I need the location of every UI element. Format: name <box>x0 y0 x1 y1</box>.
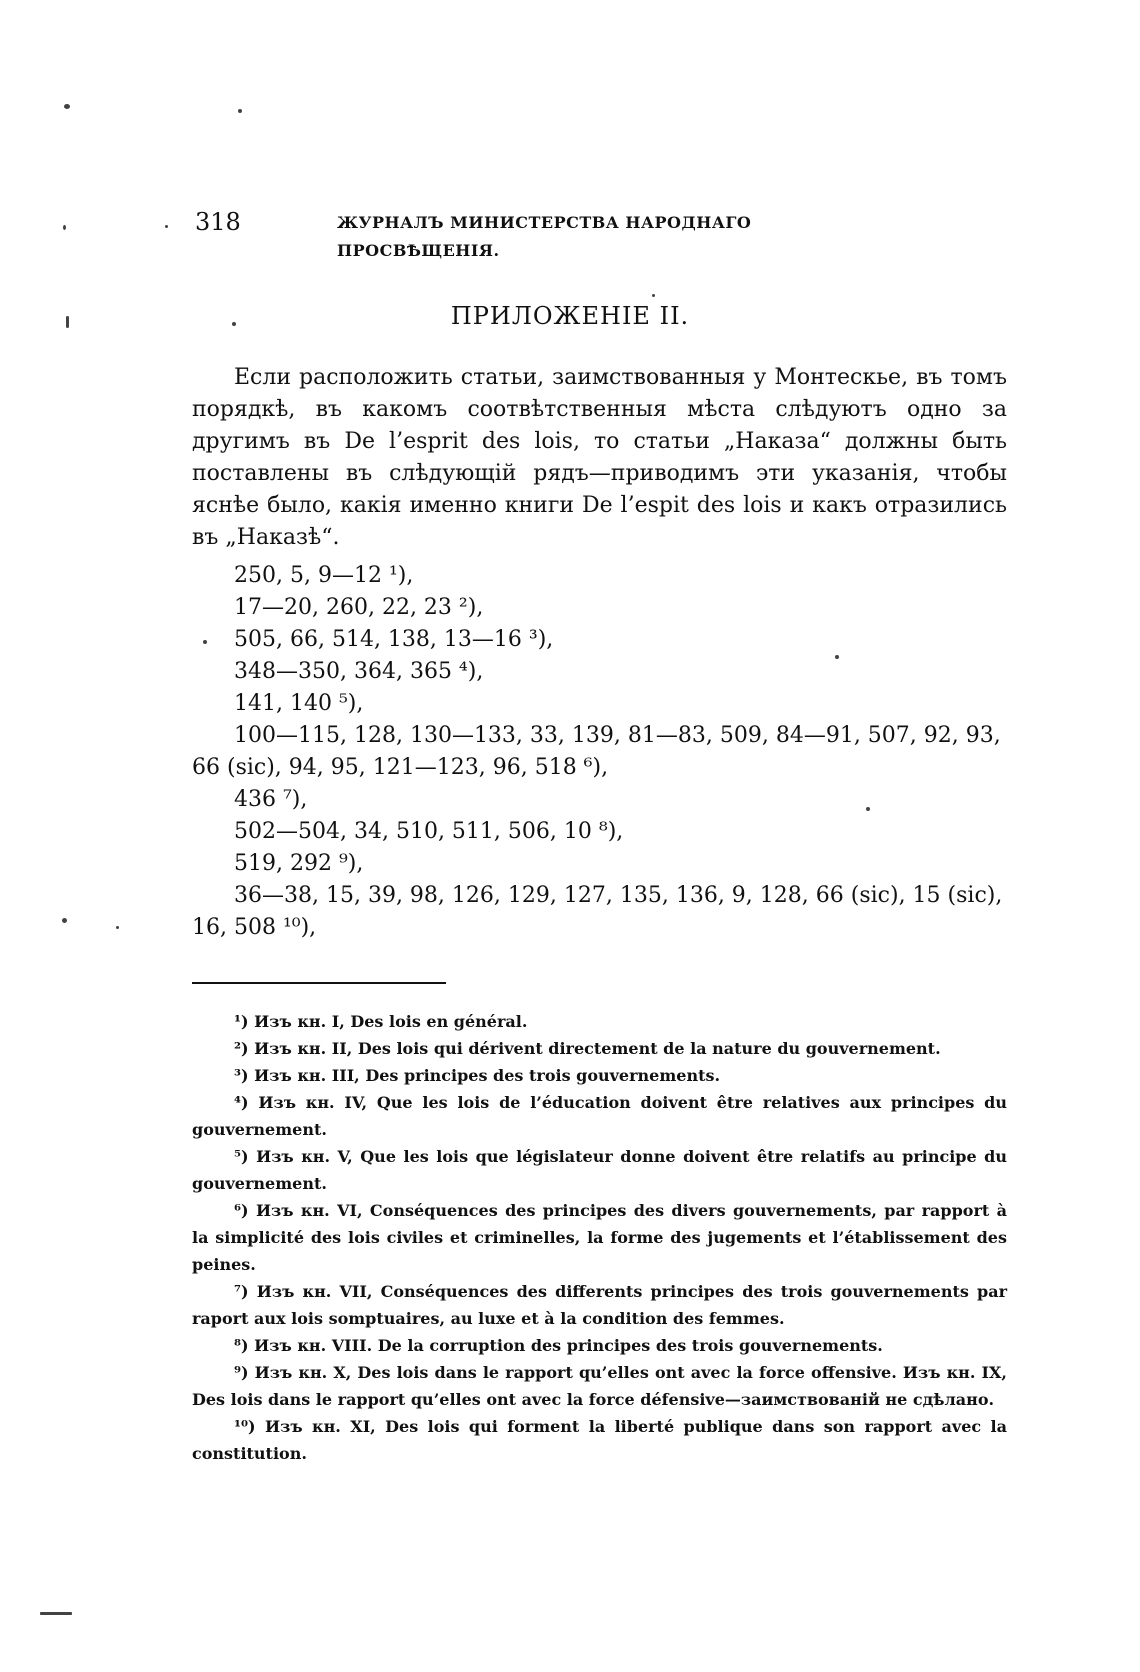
footnote: ⁶) Изъ кн. VI, Conséquences des principes des divers gouvernements, par rapport à la simplicité des lois civiles et criminelles, la forme des jugements et l’établissement des peines. <box>192 1201 1007 1274</box>
list-item: 502—504, 34, 510, 511, 506, 10 ⁸), <box>234 819 624 844</box>
intro-text: Если расположить статьи, заимствованныя у Монтескье, въ томъ порядкѣ, въ какомъ соотвѣтственныя мѣста слѣдуютъ одно за другимъ въ De l’esprit des lois, то статьи „Наказа“ должны быть поставлены въ слѣдующій рядъ—приводимъ эти указанія, чтобы яснѣе было, какія именно книги De l’espit des lois и какъ отразились въ „Наказѣ“. <box>192 365 1007 550</box>
footnotes <box>192 1008 1007 1467</box>
list-item: 141, 140 ⁵), <box>234 691 364 716</box>
scan-speck <box>116 926 119 929</box>
list-item: 100—115, 128, 130—133, 33, 139, 81—83, 509, 84—91, 507, 92, 93, 66 (sic), 94, 95, 121—123, 96, 518 ⁶), <box>192 723 1001 780</box>
footnote: ¹⁰) Изъ кн. XI, Des lois qui forment la liberté publique dans son rapport avec la constitution. <box>192 1417 1007 1463</box>
section-title: ПРИЛОЖЕНІЕ II. <box>450 302 690 330</box>
scan-speck <box>63 225 66 230</box>
list-item: 348—350, 364, 365 ⁴), <box>234 659 484 684</box>
list-item: 505, 66, 514, 138, 13—16 ³), <box>234 627 554 652</box>
page-number: 318 <box>195 208 241 236</box>
footnote: ³) Изъ кн. III, Des principes des trois gouvernements. <box>234 1066 721 1085</box>
journal-title: ЖУРНАЛЪ МИНИСТЕРСТВА НАРОДНАГО ПРОСВѢЩЕНІЯ. <box>337 213 752 260</box>
scan-speck <box>238 109 242 113</box>
footnote: ⁴) Изъ кн. IV, Que les lois de l’éducation doivent être relatives aux principes du gouvernement. <box>192 1093 1007 1139</box>
footnote: ⁸) Изъ кн. VIII. De la corruption des principes des trois gouvernements. <box>234 1336 883 1355</box>
scan-speck <box>62 918 67 923</box>
running-header <box>195 205 875 260</box>
intro-paragraph <box>192 362 1007 554</box>
footnote: ⁷) Изъ кн. VII, Conséquences des differents principes des trois gouvernements par raport aux lois somptuaires, au luxe et à la condition des femmes. <box>192 1282 1007 1328</box>
list-item: 17—20, 260, 22, 23 ²), <box>234 595 484 620</box>
footnote-rule <box>192 982 446 984</box>
footnote: ²) Изъ кн. II, Des lois qui dérivent directement de la nature du gouvernement. <box>234 1039 941 1058</box>
list-item: 519, 292 ⁹), <box>234 851 364 876</box>
list-item: 250, 5, 9—12 ¹), <box>234 563 414 588</box>
footnote: ⁵) Изъ кн. V, Que les lois que législateur donne doivent être relatifs au principe du gouvernement. <box>192 1147 1007 1193</box>
list-item: 36—38, 15, 39, 98, 126, 129, 127, 135, 136, 9, 128, 66 (sic), 15 (sic), 16, 508 ¹⁰), <box>192 883 1003 940</box>
scan-speck <box>40 1612 72 1615</box>
scan-speck <box>64 104 70 109</box>
footnote: ¹) Изъ кн. I, Des lois en général. <box>234 1012 528 1031</box>
scan-speck <box>652 294 655 297</box>
footnote: ⁹) Изъ кн. X, Des lois dans le rapport qu’elles ont avec la force offensive. Изъ кн. IX, Des lois dans le rapport qu’elles ont avec la force défensive—заимствованій не сдѣлано. <box>192 1363 1007 1409</box>
article-order-list <box>192 560 1007 944</box>
scan-speck <box>165 225 168 228</box>
list-item: 436 ⁷), <box>234 787 308 812</box>
